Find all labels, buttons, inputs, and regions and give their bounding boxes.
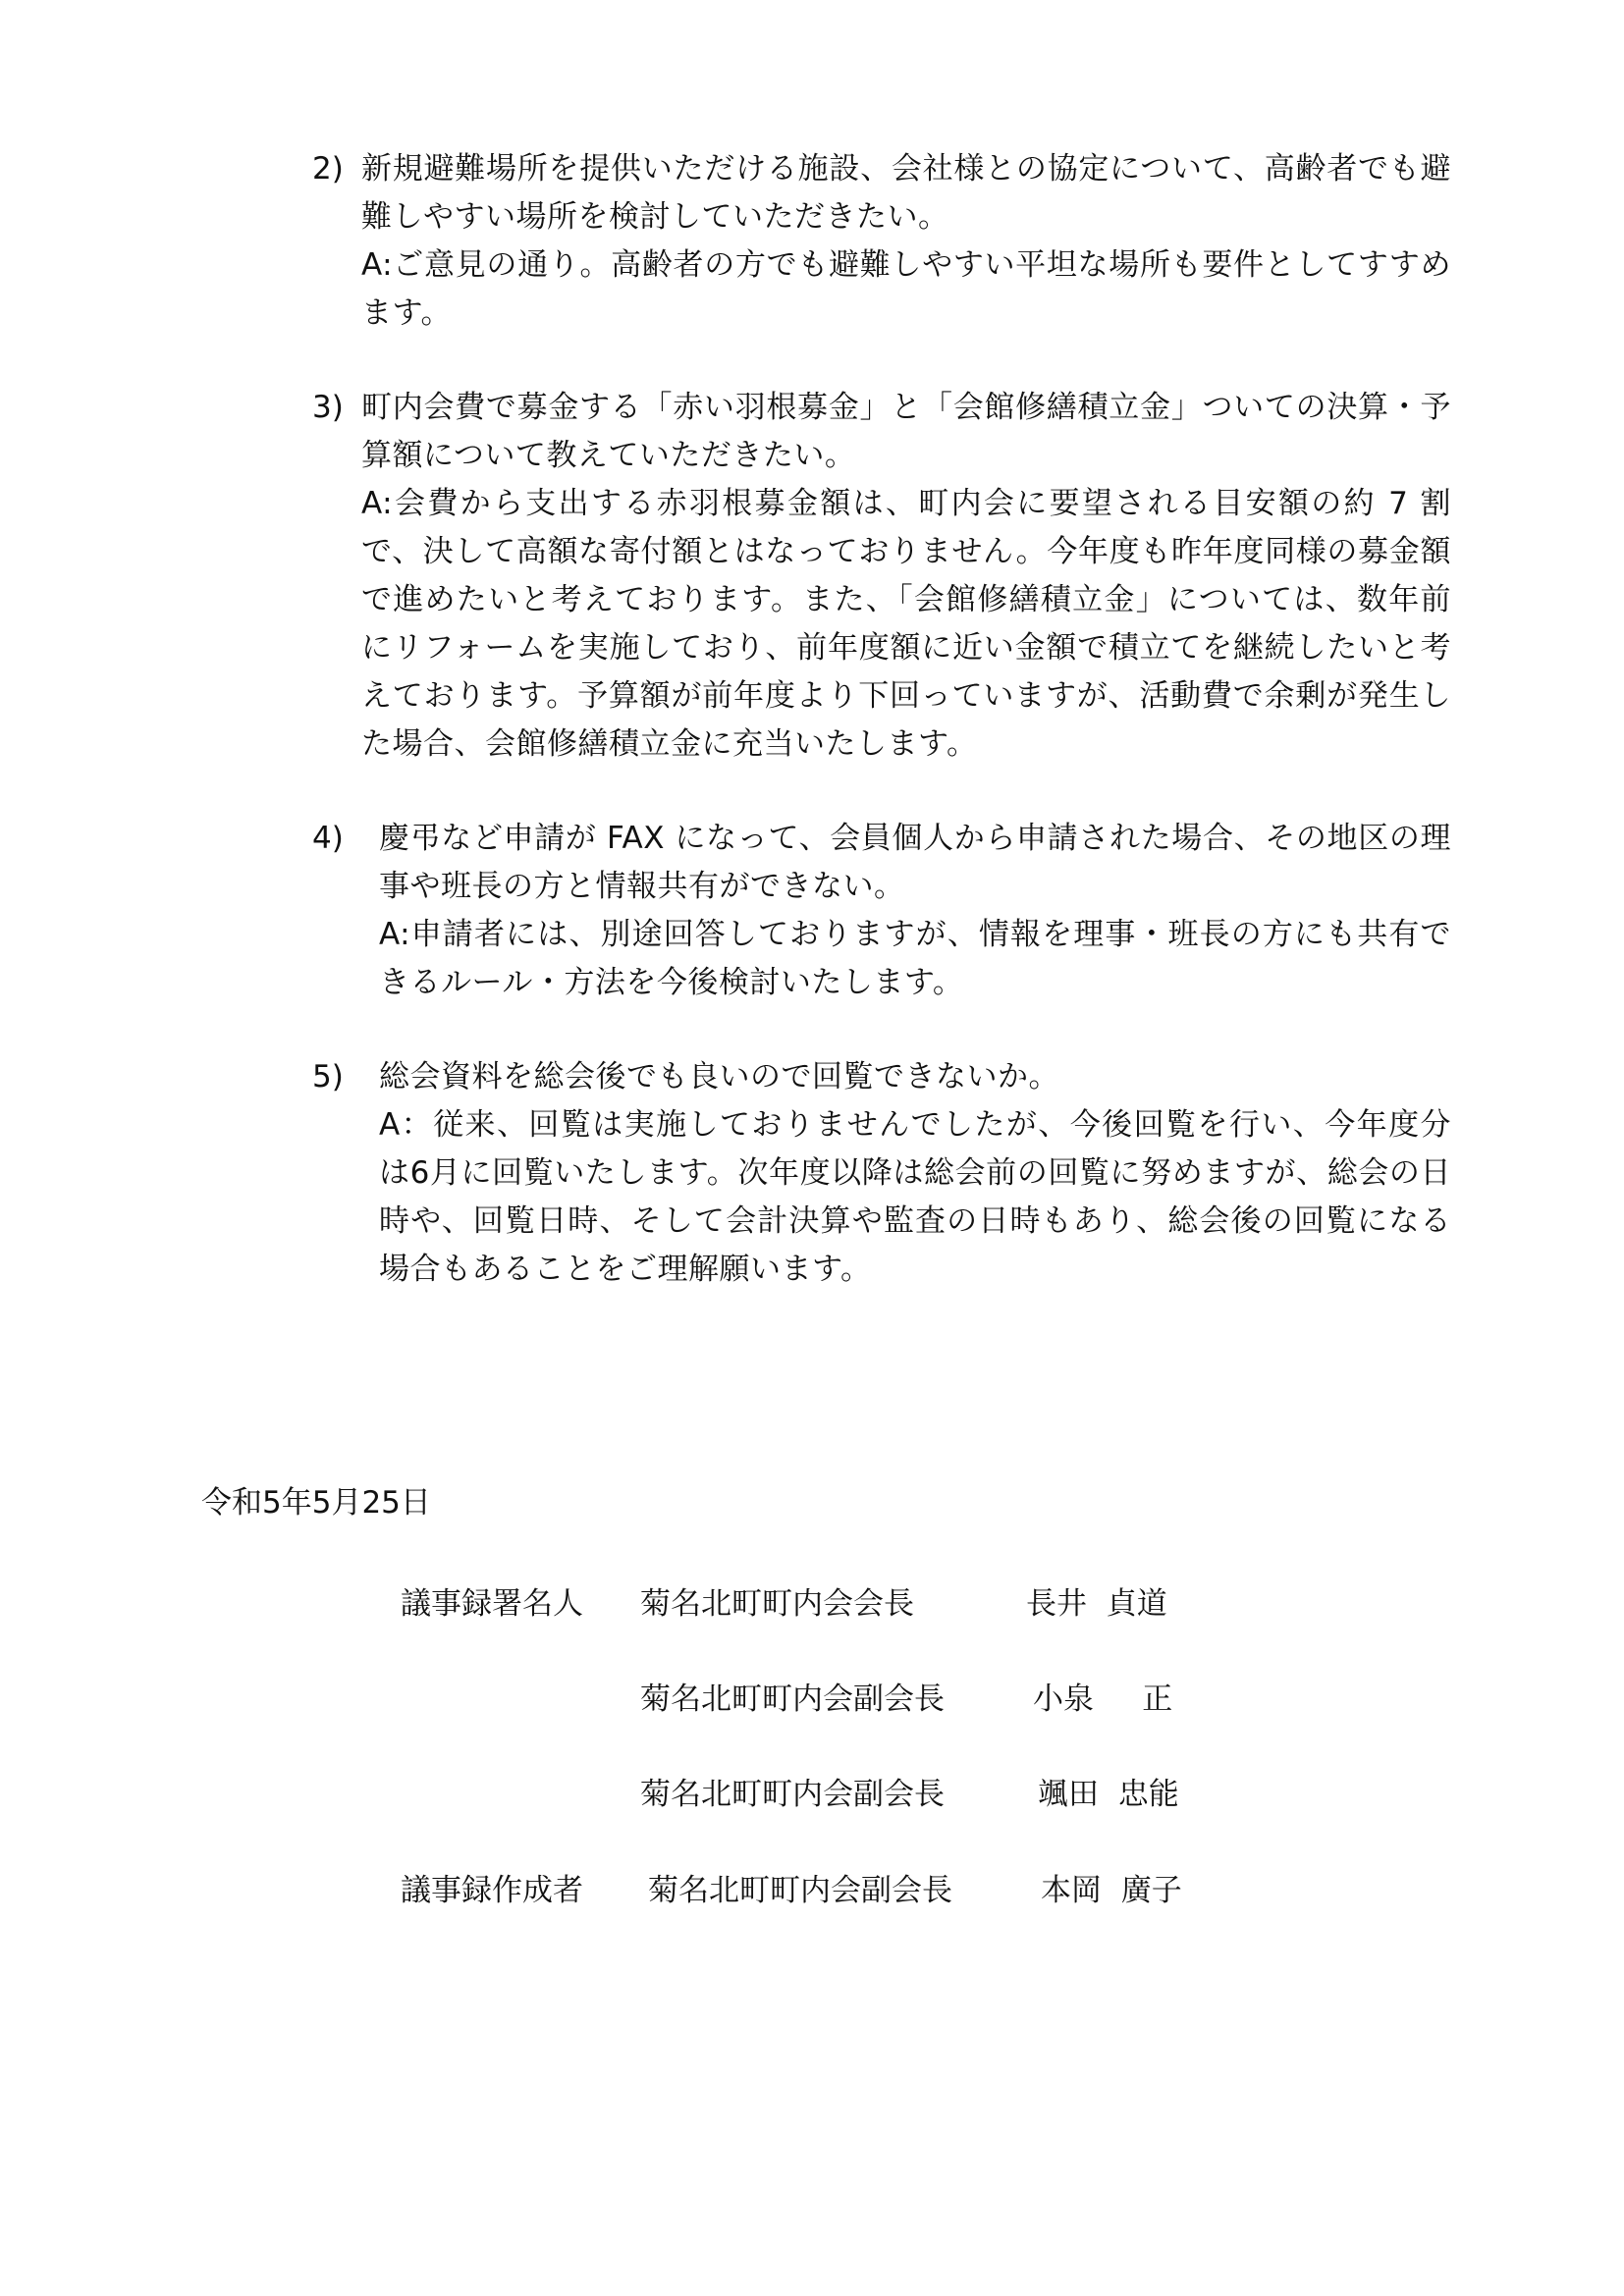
item-answer: A:申請者には、別途回答しておりますが、情報を理事・班長の方にも共有できるルール・方法を今後検討いたします。 bbox=[379, 917, 1451, 1000]
item-number: 5) bbox=[312, 1059, 344, 1095]
qa-list bbox=[312, 145, 1451, 1340]
signer-label: 議事録署名人 bbox=[401, 1586, 583, 1622]
item-question: 慶弔など申請が FAX になって、会員個人から申請された場合、その地区の理事や班長の方と情報共有ができない。 bbox=[379, 821, 1451, 904]
item-answer: A：従来、回覧は実施しておりませんでしたが、今後回覧を行い、今年度分は6月に回覧いたします。次年度以降は総会前の回覧に努めますが、総会の日時や、回覧日時、そして会計決算や監査の日時もあり、総会後の回覧になる場合もあることをご理解願います。 bbox=[379, 1107, 1451, 1287]
qa-item-4 bbox=[312, 815, 1451, 1007]
item-number: 3) bbox=[312, 390, 344, 425]
signer-name: 長井 貞道 bbox=[1026, 1586, 1167, 1622]
author-label: 議事録作成者 bbox=[401, 1873, 583, 1908]
qa-item-3 bbox=[312, 384, 1451, 769]
signer-role: 菊名北町町内会会長 bbox=[640, 1586, 914, 1622]
document-date: 令和5年5月25日 bbox=[201, 1485, 431, 1521]
signer-role: 菊名北町町内会副会長 bbox=[640, 1682, 945, 1717]
item-question: 総会資料を総会後でも良いので回覧できないか。 bbox=[379, 1059, 1059, 1095]
item-question: 町内会費で募金する「赤い羽根募金」と「会館修繕積立金」ついての決算・予算額について教えていただきたい。 bbox=[361, 390, 1451, 473]
qa-item-2 bbox=[312, 145, 1451, 338]
qa-item-5 bbox=[312, 1053, 1451, 1294]
author-name: 本岡 廣子 bbox=[1041, 1873, 1182, 1908]
item-answer: A:会費から支出する赤羽根募金額は、町内会に要望される目安額の約 7 割で、決して高額な寄付額とはなっておりません。今年度も昨年度同様の募金額で進めたいと考えております。また、「会館修繕積立金」については、数年前にリフォームを実施しており、前年度額に近い金額で積立てを継続したいと考えております。予算額が前年度より下回っていますが、活動費で余剰が発生した場合、会館修繕積立金に充当いたします。 bbox=[361, 486, 1451, 762]
signer-role: 菊名北町町内会副会長 bbox=[640, 1777, 945, 1812]
item-body bbox=[379, 815, 1451, 1007]
item-number: 4) bbox=[312, 821, 344, 856]
item-body bbox=[361, 145, 1451, 338]
signer-name: 颯田 忠能 bbox=[1038, 1777, 1179, 1812]
author-role: 菊名北町町内会副会長 bbox=[648, 1873, 952, 1908]
item-body bbox=[379, 1053, 1451, 1294]
item-question: 新規避難場所を提供いただける施設、会社様との協定について、高齢者でも避難しやすい場所を検討していただきたい。 bbox=[361, 151, 1451, 235]
item-answer: A:ご意見の通り。高齢者の方でも避難しやすい平坦な場所も要件としてすすめます。 bbox=[361, 247, 1451, 331]
signer-name: 小泉 正 bbox=[1033, 1682, 1173, 1717]
item-body bbox=[361, 384, 1451, 769]
item-number: 2) bbox=[312, 151, 344, 187]
